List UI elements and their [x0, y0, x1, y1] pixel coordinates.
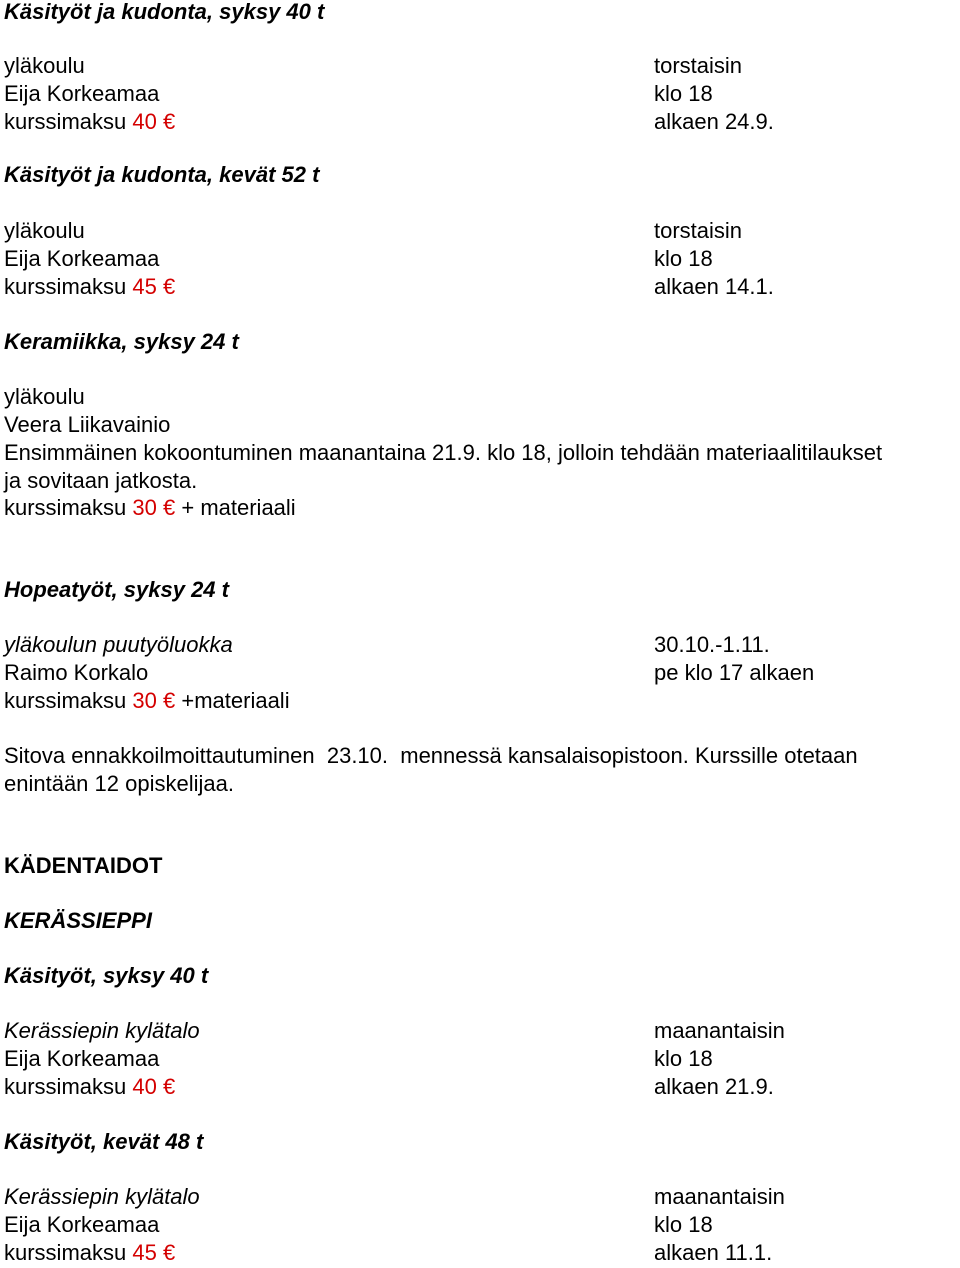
course-place: yläkoulu — [4, 218, 85, 243]
euro-icon: € — [162, 495, 176, 520]
euro-icon: € — [162, 274, 176, 299]
fee-label: kurssimaksu — [4, 1074, 127, 1099]
course-start: alkaen 11.1. — [654, 1240, 773, 1265]
category-heading: KÄDENTAIDOT — [4, 853, 163, 878]
fee-suffix: +materiaali — [181, 688, 290, 713]
course-time: pe klo 17 alkaen — [654, 660, 815, 685]
fee-suffix: + materiaali — [181, 495, 296, 520]
course-time: klo 18 — [654, 1046, 713, 1071]
euro-icon: € — [162, 1240, 176, 1265]
course-fee — [4, 1239, 175, 1267]
course-fee — [4, 273, 175, 301]
course-fee — [4, 494, 296, 522]
course-time: klo 18 — [654, 1212, 713, 1237]
fee-label: kurssimaksu — [4, 109, 127, 134]
course-time: klo 18 — [654, 246, 713, 271]
course-title: Hopeatyöt, syksy 24 t — [4, 577, 229, 602]
course-info: Ensimmäinen kokoontuminen maanantaina 21.9. klo 18, jolloin tehdään materiaalitilaukset — [4, 440, 883, 465]
course-teacher: Veera Liikavainio — [4, 412, 171, 437]
course-time: klo 18 — [654, 81, 713, 106]
course-start: alkaen 24.9. — [654, 109, 774, 134]
course-teacher: Eija Korkeamaa — [4, 81, 160, 106]
euro-icon: € — [162, 688, 176, 713]
fee-label: kurssimaksu — [4, 495, 127, 520]
fee-amount: 30 — [132, 688, 157, 713]
location-heading: KERÄSSIEPPI — [4, 908, 152, 933]
course-dates: 30.10.-1.11. — [654, 632, 770, 657]
course-fee — [4, 108, 175, 136]
course-teacher: Eija Korkeamaa — [4, 246, 160, 271]
course-teacher: Eija Korkeamaa — [4, 1212, 160, 1237]
course-title: Käsityöt ja kudonta, kevät 52 t — [4, 162, 320, 187]
course-start: alkaen 21.9. — [654, 1074, 774, 1099]
course-start: alkaen 14.1. — [654, 274, 774, 299]
course-note: enintään 12 opiskelijaa. — [4, 771, 234, 796]
fee-amount: 40 — [132, 1074, 157, 1099]
course-fee — [4, 1073, 175, 1101]
course-teacher: Raimo Korkalo — [4, 660, 149, 685]
course-teacher: Eija Korkeamaa — [4, 1046, 160, 1071]
fee-label: kurssimaksu — [4, 1240, 127, 1265]
fee-amount: 30 — [132, 495, 157, 520]
course-fee — [4, 687, 290, 715]
course-place: yläkoulu — [4, 53, 85, 78]
course-title: Keramiikka, syksy 24 t — [4, 329, 239, 354]
course-day: maanantaisin — [654, 1018, 785, 1043]
euro-icon: € — [162, 1074, 176, 1099]
course-title: Käsityöt, syksy 40 t — [4, 963, 209, 988]
course-place: Kerässiepin kylätalo — [4, 1018, 200, 1043]
course-place: Kerässiepin kylätalo — [4, 1184, 200, 1209]
fee-amount: 40 — [132, 109, 157, 134]
course-day: torstaisin — [654, 218, 743, 243]
course-day: maanantaisin — [654, 1184, 785, 1209]
euro-icon: € — [162, 109, 176, 134]
course-title: Käsityöt, kevät 48 t — [4, 1129, 204, 1154]
course-title: Käsityöt ja kudonta, syksy 40 t — [4, 0, 325, 24]
fee-label: kurssimaksu — [4, 274, 127, 299]
fee-label: kurssimaksu — [4, 688, 127, 713]
course-day: torstaisin — [654, 53, 743, 78]
course-place: yläkoulu — [4, 384, 85, 409]
course-place: yläkoulun puutyöluokka — [4, 632, 233, 657]
course-info: ja sovitaan jatkosta. — [4, 468, 198, 493]
fee-amount: 45 — [132, 1240, 157, 1265]
course-note: Sitova ennakkoilmoittautuminen 23.10. mennessä kansalaisopistoon. Kurssille otetaan — [4, 743, 858, 768]
fee-amount: 45 — [132, 274, 157, 299]
